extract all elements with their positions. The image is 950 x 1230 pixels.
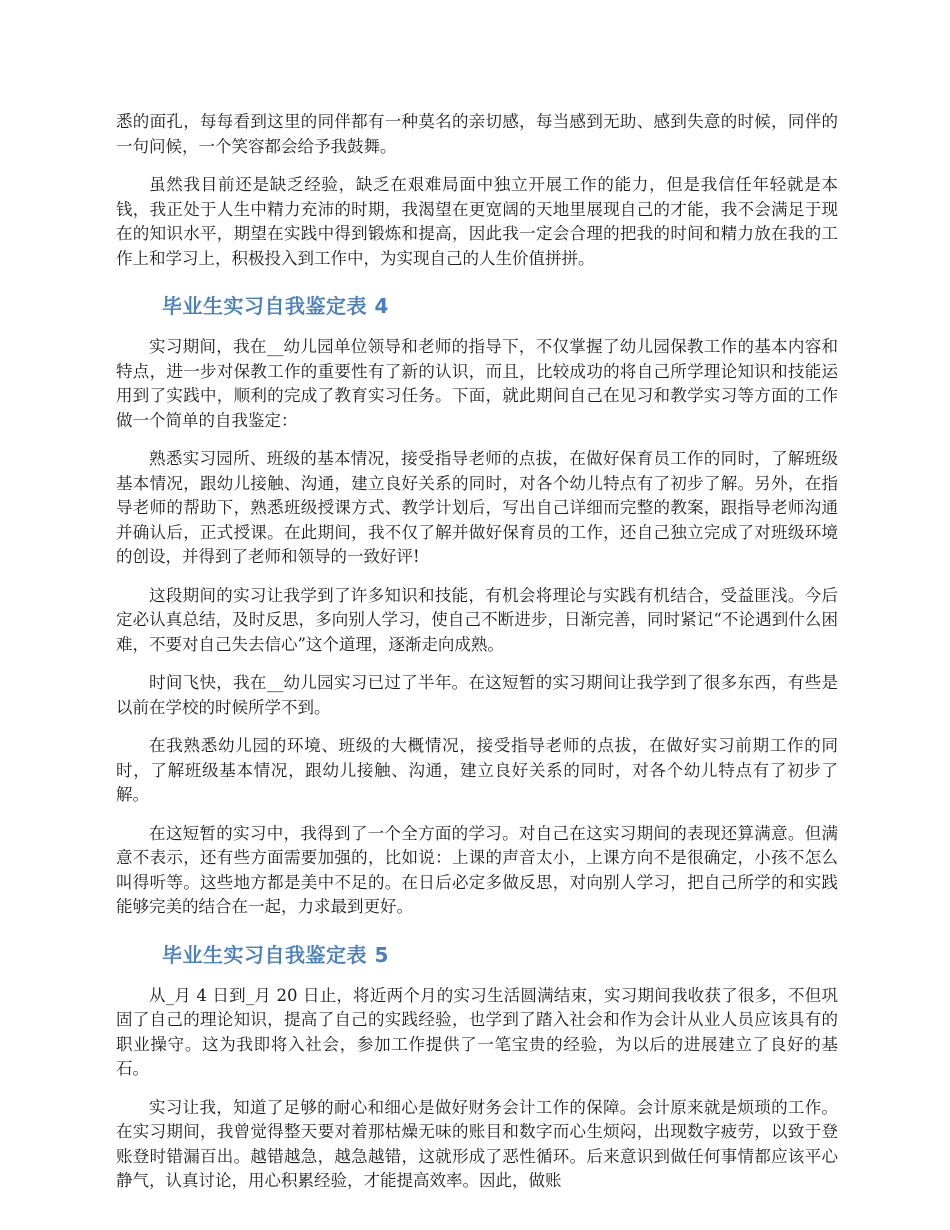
paragraph: 这段期间的实习让我学到了许多知识和技能，有机会将理论与实践有机结合，受益匪浅。今后定必认真总结，及时反思，多向别人学习，使自己不断进步，日渐完善，同时紧记“不论遇到什么困难，不要对自己失去信心”这个道理，逐渐走向成熟。 <box>116 585 838 654</box>
paragraph: 在我熟悉幼儿园的环境、班级的大概情况，接受指导老师的点拔，在做好实习前期工作的同时，了解班级基本情况，跟幼儿接触、沟通，建立良好关系的同时，对各个幼儿特点有了初步了解。 <box>116 736 838 804</box>
paragraph: 时间飞快，我在__幼儿园实习已过了半年。在这短暂的实习期间让我学到了很多东西，有些是以前在学校的时候所学不到。 <box>116 673 838 717</box>
paragraph: 从_月 4 日到_月 20 日止，将近两个月的实习生活圆满结束，实习期间我收获了很多，不但巩固了自己的理论知识，提高了自己的实践经验，也学到了踏入社会和作为会计从业人员应该具有的职业操守。这为我即将入社会，参加工作提供了一笔宝贵的经验，为以后的进展建立了良好的基石。 <box>116 985 838 1078</box>
section-heading: 毕业生实习自我鉴定表 5 <box>162 942 389 967</box>
document-body <box>116 110 838 1208</box>
paragraph: 熟悉实习园所、班级的基本情况，接受指导老师的点拔，在做好保育员工作的同时，了解班级基本情况，跟幼儿接触、沟通，建立良好关系的同时，对各个幼儿特点有了初步了解。另外，在指导老师的帮助下，熟悉班级授课方式、教学计划后，写出自己详细而完整的教案，跟指导老师沟通并确认后，正式授课。在此期间，我不仅了解并做好保育员的工作，还自己独立完成了对班级环境的创设，并得到了老师和领导的一致好评! <box>116 449 838 566</box>
paragraph: 在这短暂的实习中，我得到了一个全方面的学习。对自己在这实习期间的表现还算满意。但满意不表示，还有些方面需要加强的，比如说：上课的声音太小，上课方向不是很确定，小孩不怎么叫得听等。这些地方都是美中不足的。在日后必定多做反思，对向别人学习，把自己所学的和实践能够完美的结合在一起，力求最到更好。 <box>116 823 838 916</box>
section-heading: 毕业生实习自我鉴定表 4 <box>162 294 389 318</box>
paragraph: 虽然我目前还是缺乏经验，缺乏在艰难局面中独立开展工作的能力，但是我信任年轻就是本钱，我正处于人生中精力充沛的时期，我渴望在更宽阔的天地里展现自己的才能，我不会满足于现在的知识水平，期望在实践中得到锻炼和提高，因此我一定会合理的把我的时间和精力放在我的工作上和学习上，积极投入到工作中，为实现自己的人生价值拼拼。 <box>116 175 838 268</box>
paragraph: 实习让我，知道了足够的耐心和细心是做好财务会计工作的保障。会计原来就是烦琐的工作。在实习期间，我曾觉得整天要对着那枯燥无味的账目和数字而心生烦闷，出现数字疲劳，以致于登账登时错漏百出。越错越急，越急越错，这就形成了恶性循环。后来意识到做任何事情都应该平心静气，认真讨论，用心积累经验，才能提高效率。因此，做账 <box>116 1097 838 1190</box>
paragraph: 实习期间，我在__幼儿园单位领导和老师的指导下，不仅掌握了幼儿园保教工作的基本内容和特点，进一步对保教工作的重要性有了新的认识，而且，比较成功的将自己所学理论知识和技能运用到了实践中，顺利的完成了教育实习任务。下面，就此期间自己在见习和教学实习等方面的工作做一个简单的自我鉴定： <box>116 337 838 430</box>
paragraph: 悉的面孔，每每看到这里的同伴都有一种莫名的亲切感，每当感到无助、感到失意的时候，同伴的一句问候，一个笑容都会给予我鼓舞。 <box>116 112 838 156</box>
